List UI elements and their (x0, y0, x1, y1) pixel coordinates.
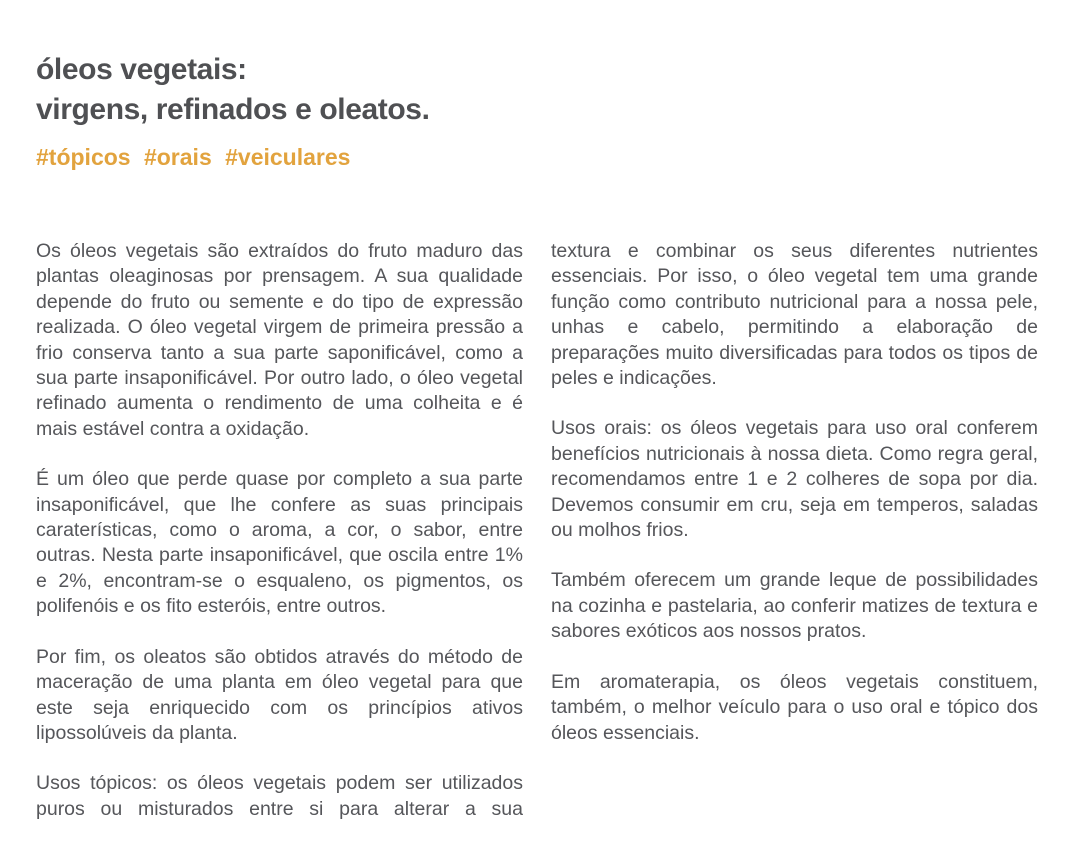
article-body (36, 239, 1038, 822)
paragraph: Em aromaterapia, os óleos vegetais constituem, também, o melhor veículo para o uso oral e tópico dos óleos essenciais. (551, 670, 1038, 744)
paragraph: Também oferecem um grande leque de possibilidades na cozinha e pastelaria, ao conferir matizes de textura e sabores exóticos aos nossos pratos. (551, 569, 1038, 643)
hashtag-topicos: #tópicos (36, 144, 131, 170)
hashtag-orais: #orais (143, 144, 212, 170)
title-line-2: virgens, refinados e oleatos. (36, 93, 430, 126)
paragraph: Usos tópicos: os óleos vegetais podem ser utilizados puros ou misturados entre si para alterar a sua (36, 772, 523, 820)
paragraph: textura e combinar os seus diferentes nutrientes essenciais. Por isso, o óleo vegetal tem uma grande função como contributo nutricional para a nossa pele, unhas e cabelo, permitindo a elaboração de preparações muito diversificadas para todos os tipos de peles e indicações. (551, 240, 1038, 390)
paragraph: Os óleos vegetais são extraídos do fruto maduro das plantas oleaginosas por prensagem. A sua qualidade depende do fruto ou semente e do tipo de expressão realizada. O óleo vegetal virgem de primeira pressão a frio conserva tanto a sua parte saponificável, como a sua parte insaponificável. Por outro lado, o óleo vegetal refinado aumenta o rendimento de uma colheita e é mais estável contra a oxidação. (36, 240, 523, 440)
column-right (551, 239, 1038, 822)
paragraph: Por fim, os oleatos são obtidos através do método de maceração de uma planta em óleo vegetal para que este seja enriquecido com os princípios ativos lipossolúveis da planta. (36, 645, 523, 744)
page-title (36, 50, 1038, 130)
hashtag-row (36, 143, 1038, 171)
title-line-1: óleos vegetais: (36, 53, 247, 86)
column-left (36, 239, 523, 822)
paragraph: Usos orais: os óleos vegetais para uso oral conferem benefícios nutricionais à nossa dieta. Como regra geral, recomendamos entre 1 e 2 colheres de sopa por dia. Devemos consumir em cru, seja em temperos, saladas ou molhos frios. (551, 417, 1038, 542)
paragraph: É um óleo que perde quase por completo a sua parte insaponificável, que lhe confere as suas principais caraterísticas, como o aroma, a cor, o sabor, entre outras. Nesta parte insaponificável, que oscila entre 1% e 2%, encontram-se o esqualeno, os pigmentos, os polifenóis e os fito esteróis, entre outros. (36, 468, 523, 618)
hashtag-veiculares: #veiculares (225, 144, 351, 170)
